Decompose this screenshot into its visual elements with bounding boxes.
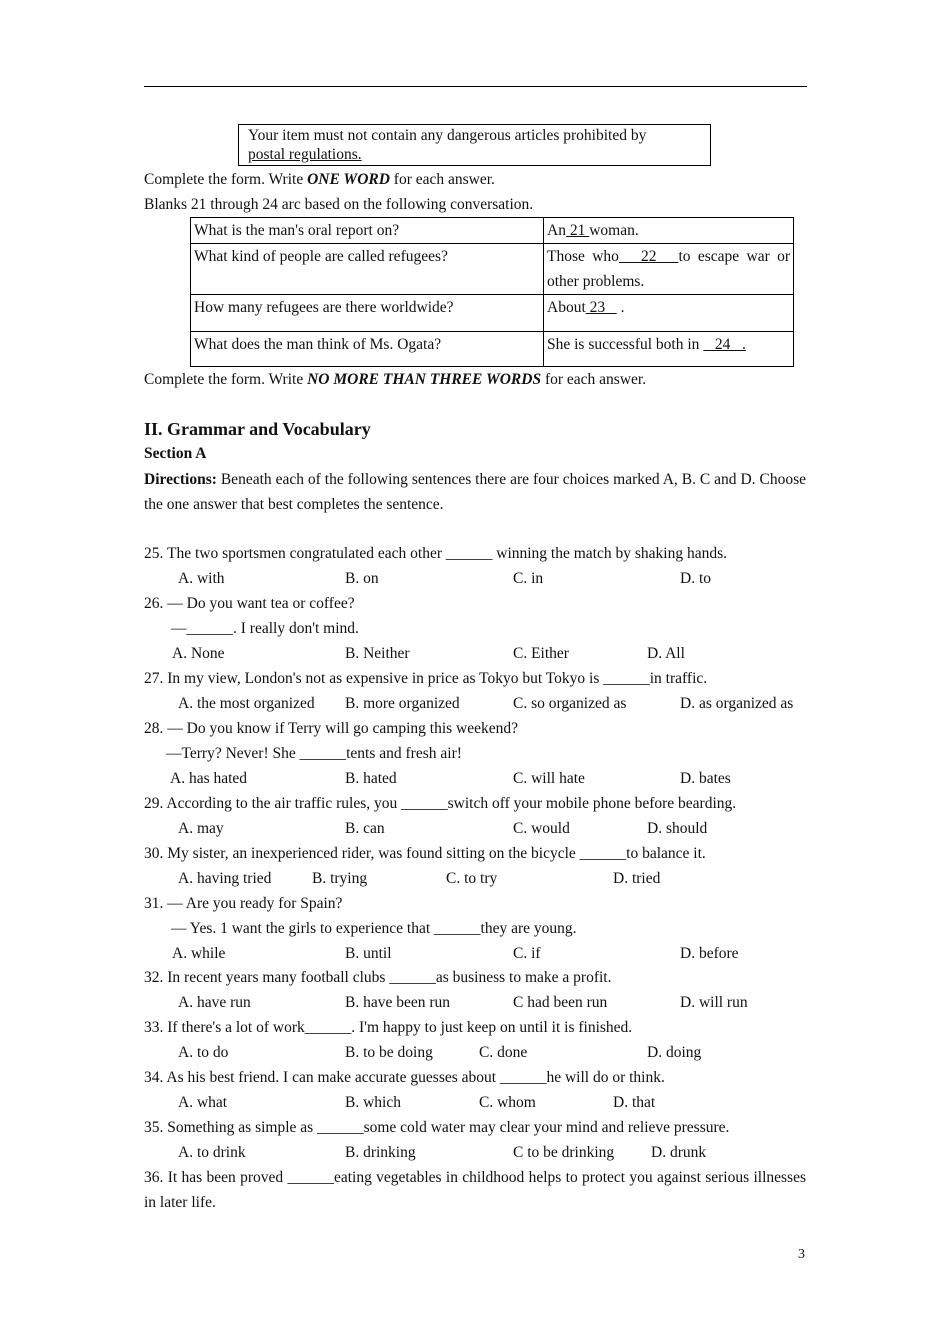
form-answer bbox=[544, 332, 794, 367]
question-stem: 31. — Are you ready for Spain? bbox=[144, 895, 343, 912]
form-question: What kind of people are called refugees? bbox=[191, 244, 544, 295]
answer-option: B. trying bbox=[312, 870, 368, 887]
answer-option: B. can bbox=[345, 820, 385, 837]
answer-option: C. so organized as bbox=[513, 695, 627, 712]
header-rule bbox=[144, 86, 807, 87]
table-row bbox=[191, 218, 794, 244]
answer-option: A. has hated bbox=[170, 770, 248, 787]
answer-blank: 21 bbox=[565, 222, 590, 239]
directions-label: Directions: bbox=[144, 471, 217, 488]
answer-text: About bbox=[547, 299, 586, 316]
section-title: II. Grammar and Vocabulary bbox=[144, 419, 371, 439]
answer-option: D. before bbox=[680, 945, 739, 962]
table-row bbox=[191, 244, 794, 295]
answer-option: C. Either bbox=[513, 645, 569, 662]
answer-option: B. until bbox=[345, 945, 392, 962]
answer-option: B. Neither bbox=[345, 645, 410, 662]
question-stem: 27. In my view, London's not as expensive in price as Tokyo but Tokyo is ______in traffic. bbox=[144, 670, 708, 687]
instruction-text: Complete the form. Write bbox=[144, 171, 308, 188]
answer-blank: 22 bbox=[618, 248, 679, 265]
notice-box bbox=[238, 124, 711, 166]
section-subtitle: Section A bbox=[144, 445, 207, 462]
answer-option: C. if bbox=[513, 945, 541, 962]
answer-blank: 24 . bbox=[703, 336, 746, 353]
answer-text: Those who bbox=[547, 248, 619, 265]
answer-option: D. tried bbox=[613, 870, 661, 887]
directions bbox=[144, 467, 806, 517]
answer-option: B. more organized bbox=[345, 695, 460, 712]
answer-option: C. to try bbox=[446, 870, 498, 887]
question-stem: 30. My sister, an inexperienced rider, was found sitting on the bicycle ______to balance it. bbox=[144, 845, 706, 862]
form-question: How many refugees are there worldwide? bbox=[191, 295, 544, 332]
answer-text: She is successful both in bbox=[547, 336, 704, 353]
answer-option: D. will run bbox=[680, 994, 748, 1011]
question-line: —Terry? Never! She ______tents and fresh air! bbox=[166, 745, 462, 762]
question-stem: 26. — Do you want tea or coffee? bbox=[144, 595, 355, 612]
answer-option: B. to be doing bbox=[345, 1044, 433, 1061]
answer-option: A. None bbox=[172, 645, 225, 662]
question-stem: 25. The two sportsmen congratulated each other ______ winning the match by shaking hands. bbox=[144, 545, 727, 562]
answer-option: B. on bbox=[345, 570, 379, 587]
answer-option: A. what bbox=[178, 1094, 228, 1111]
table-row bbox=[191, 332, 794, 367]
answer-option: D. drunk bbox=[651, 1144, 707, 1161]
answer-option: C. in bbox=[513, 570, 544, 587]
answer-option: A. to do bbox=[178, 1044, 229, 1061]
directions-text: Beneath each of the following sentences there are four choices marked A, B. C and D. Choose the one answer that best completes the sentence. bbox=[144, 471, 806, 513]
answer-option: D. that bbox=[613, 1094, 656, 1111]
question-stem: 35. Something as simple as ______some cold water may clear your mind and relieve pressure. bbox=[144, 1119, 730, 1136]
answer-option: A. having tried bbox=[178, 870, 272, 887]
answer-option: A. with bbox=[178, 570, 225, 587]
answer-option: C. would bbox=[513, 820, 570, 837]
answer-option: A. to drink bbox=[178, 1144, 246, 1161]
answer-option: B. which bbox=[345, 1094, 401, 1111]
page-number: 3 bbox=[798, 1247, 805, 1262]
answer-text: to escape war or other problems. bbox=[547, 248, 790, 290]
answer-option: C to be drinking bbox=[513, 1144, 615, 1161]
answer-option: B. drinking bbox=[345, 1144, 416, 1161]
answer-option: D. to bbox=[680, 570, 711, 587]
instruction-one-word bbox=[144, 170, 495, 190]
answer-form-table bbox=[190, 217, 794, 367]
form-answer bbox=[544, 218, 794, 244]
answer-option: C. will hate bbox=[513, 770, 585, 787]
answer-option: C. whom bbox=[479, 1094, 536, 1111]
answer-option: A. the most organized bbox=[178, 695, 315, 712]
answer-option: D. should bbox=[647, 820, 708, 837]
table-row bbox=[191, 295, 794, 332]
answer-option: C had been run bbox=[513, 994, 608, 1011]
notice-line-2: postal regulations. bbox=[248, 146, 362, 163]
answer-text: . bbox=[616, 299, 625, 316]
answer-blank: 23 bbox=[585, 299, 617, 316]
answer-option: B. have been run bbox=[345, 994, 451, 1011]
answer-option: C. done bbox=[479, 1044, 528, 1061]
notice-line-1: Your item must not contain any dangerous articles prohibited by bbox=[248, 127, 647, 144]
question-stem: 36. It has been proved ______eating vegetables in childhood helps to protect you against serious illnesses in later life. bbox=[144, 1169, 806, 1211]
form-question: What is the man's oral report on? bbox=[191, 218, 544, 244]
instruction-emphasis: NO MORE THAN THREE WORDS bbox=[307, 371, 542, 388]
answer-option: D. as organized as bbox=[680, 695, 794, 712]
question-stem: 34. As his best friend. I can make accurate guesses about ______he will do or think. bbox=[144, 1069, 665, 1086]
answer-option: B. hated bbox=[345, 770, 397, 787]
question-stem: 33. If there's a lot of work______. I'm happy to just keep on until it is finished. bbox=[144, 1019, 633, 1036]
question-stem: 28. — Do you know if Terry will go camping this weekend? bbox=[144, 720, 519, 737]
instruction-text: for each answer. bbox=[389, 171, 495, 188]
question-line: —______. I really don't mind. bbox=[171, 620, 359, 637]
answer-option: A. have run bbox=[178, 994, 251, 1011]
instruction-text: for each answer. bbox=[541, 371, 647, 388]
answer-text: An bbox=[547, 222, 566, 239]
question-stem: 32. In recent years many football clubs ______as business to make a profit. bbox=[144, 969, 612, 986]
answer-option: A. while bbox=[172, 945, 226, 962]
instruction-three-words bbox=[144, 370, 646, 390]
answer-option: D. bates bbox=[680, 770, 731, 787]
instruction-emphasis: ONE WORD bbox=[307, 171, 390, 188]
answer-option: A. may bbox=[178, 820, 224, 837]
answer-text: woman. bbox=[589, 222, 639, 239]
question-line: — Yes. 1 want the girls to experience that ______they are young. bbox=[171, 920, 577, 937]
form-answer bbox=[544, 295, 794, 332]
answer-option: D. All bbox=[647, 645, 685, 662]
form-answer bbox=[544, 244, 794, 295]
form-question: What does the man think of Ms. Ogata? bbox=[191, 332, 544, 367]
question-stem: 29. According to the air traffic rules, you ______switch off your mobile phone before bearding. bbox=[144, 795, 737, 812]
instruction-text: Complete the form. Write bbox=[144, 371, 308, 388]
answer-option: D. doing bbox=[647, 1044, 702, 1061]
form-intro: Blanks 21 through 24 arc based on the following conversation. bbox=[144, 196, 534, 213]
